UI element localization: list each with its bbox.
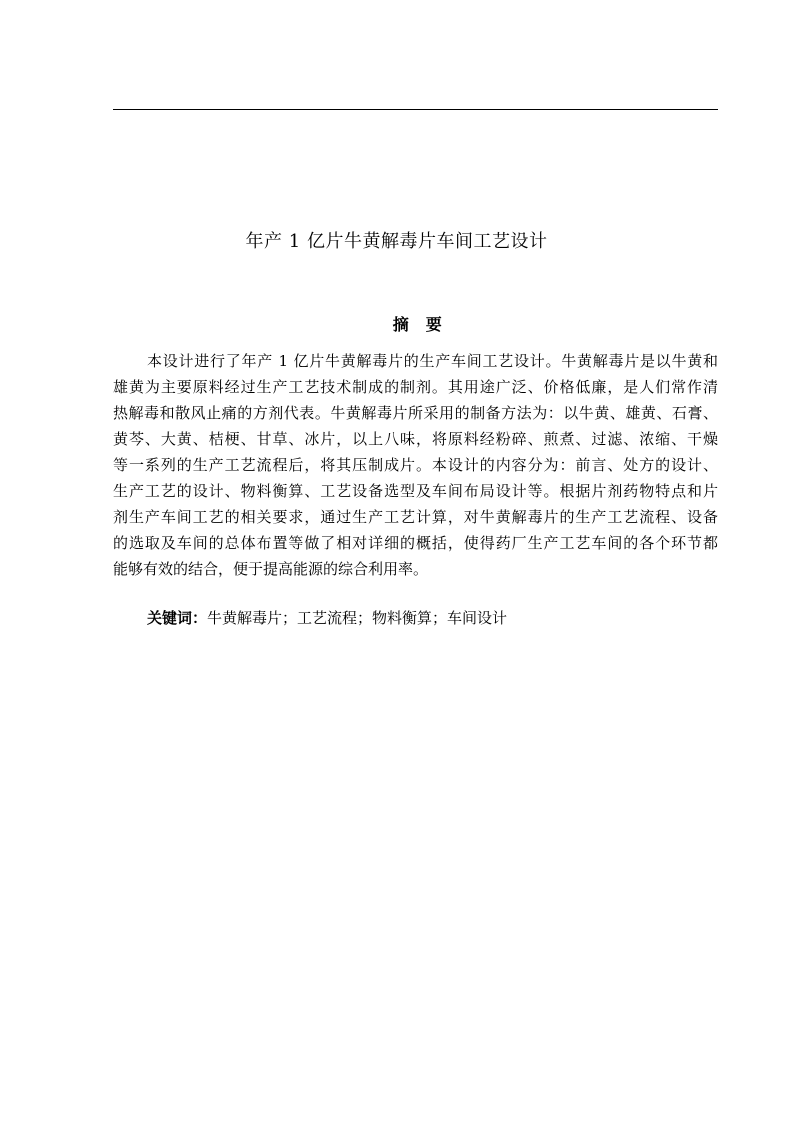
header-rule xyxy=(113,109,718,110)
abstract-line: 本设计进行了年产 1 亿片牛黄解毒片的生产车间工艺设计。牛黄解毒片是以牛黄和 xyxy=(147,352,718,370)
keywords-label: 关键词： xyxy=(147,609,208,627)
abstract-line: 等一系列的生产工艺流程后，将其压制成片。本设计的内容分为：前言、处方的设计、 xyxy=(113,456,718,474)
abstract-line: 热解毒和散风止痛的方剂代表。牛黄解毒片所采用的制备方法为：以牛黄、雄黄、石膏、 xyxy=(113,404,718,422)
abstract-heading: 摘 要 xyxy=(392,315,443,334)
abstract-paragraph xyxy=(113,348,718,582)
document-title: 年产 1 亿片牛黄解毒片车间工艺设计 xyxy=(245,231,548,252)
abstract-line: 雄黄为主要原料经过生产工艺技术制成的制剂。其用途广泛、价格低廉，是人们常作清 xyxy=(113,378,718,396)
abstract-line: 能够有效的结合，便于提高能源的综合利用率。 xyxy=(113,560,429,578)
keywords-line xyxy=(147,605,507,631)
abstract-line: 生产工艺的设计、物料衡算、工艺设备选型及车间布局设计等。根据片剂药物特点和片 xyxy=(113,482,718,500)
abstract-line: 剂生产车间工艺的相关要求，通过生产工艺计算，对牛黄解毒片的生产工艺流程、设备 xyxy=(113,508,718,526)
keywords-value: 牛黄解毒片；工艺流程；物料衡算；车间设计 xyxy=(207,609,508,627)
abstract-line: 黄芩、大黄、桔梗、甘草、冰片，以上八味，将原料经粉碎、煎煮、过滤、浓缩、干燥 xyxy=(113,430,718,448)
abstract-line: 的选取及车间的总体布置等做了相对详细的概括，使得药厂生产工艺车间的各个环节都 xyxy=(113,534,718,552)
